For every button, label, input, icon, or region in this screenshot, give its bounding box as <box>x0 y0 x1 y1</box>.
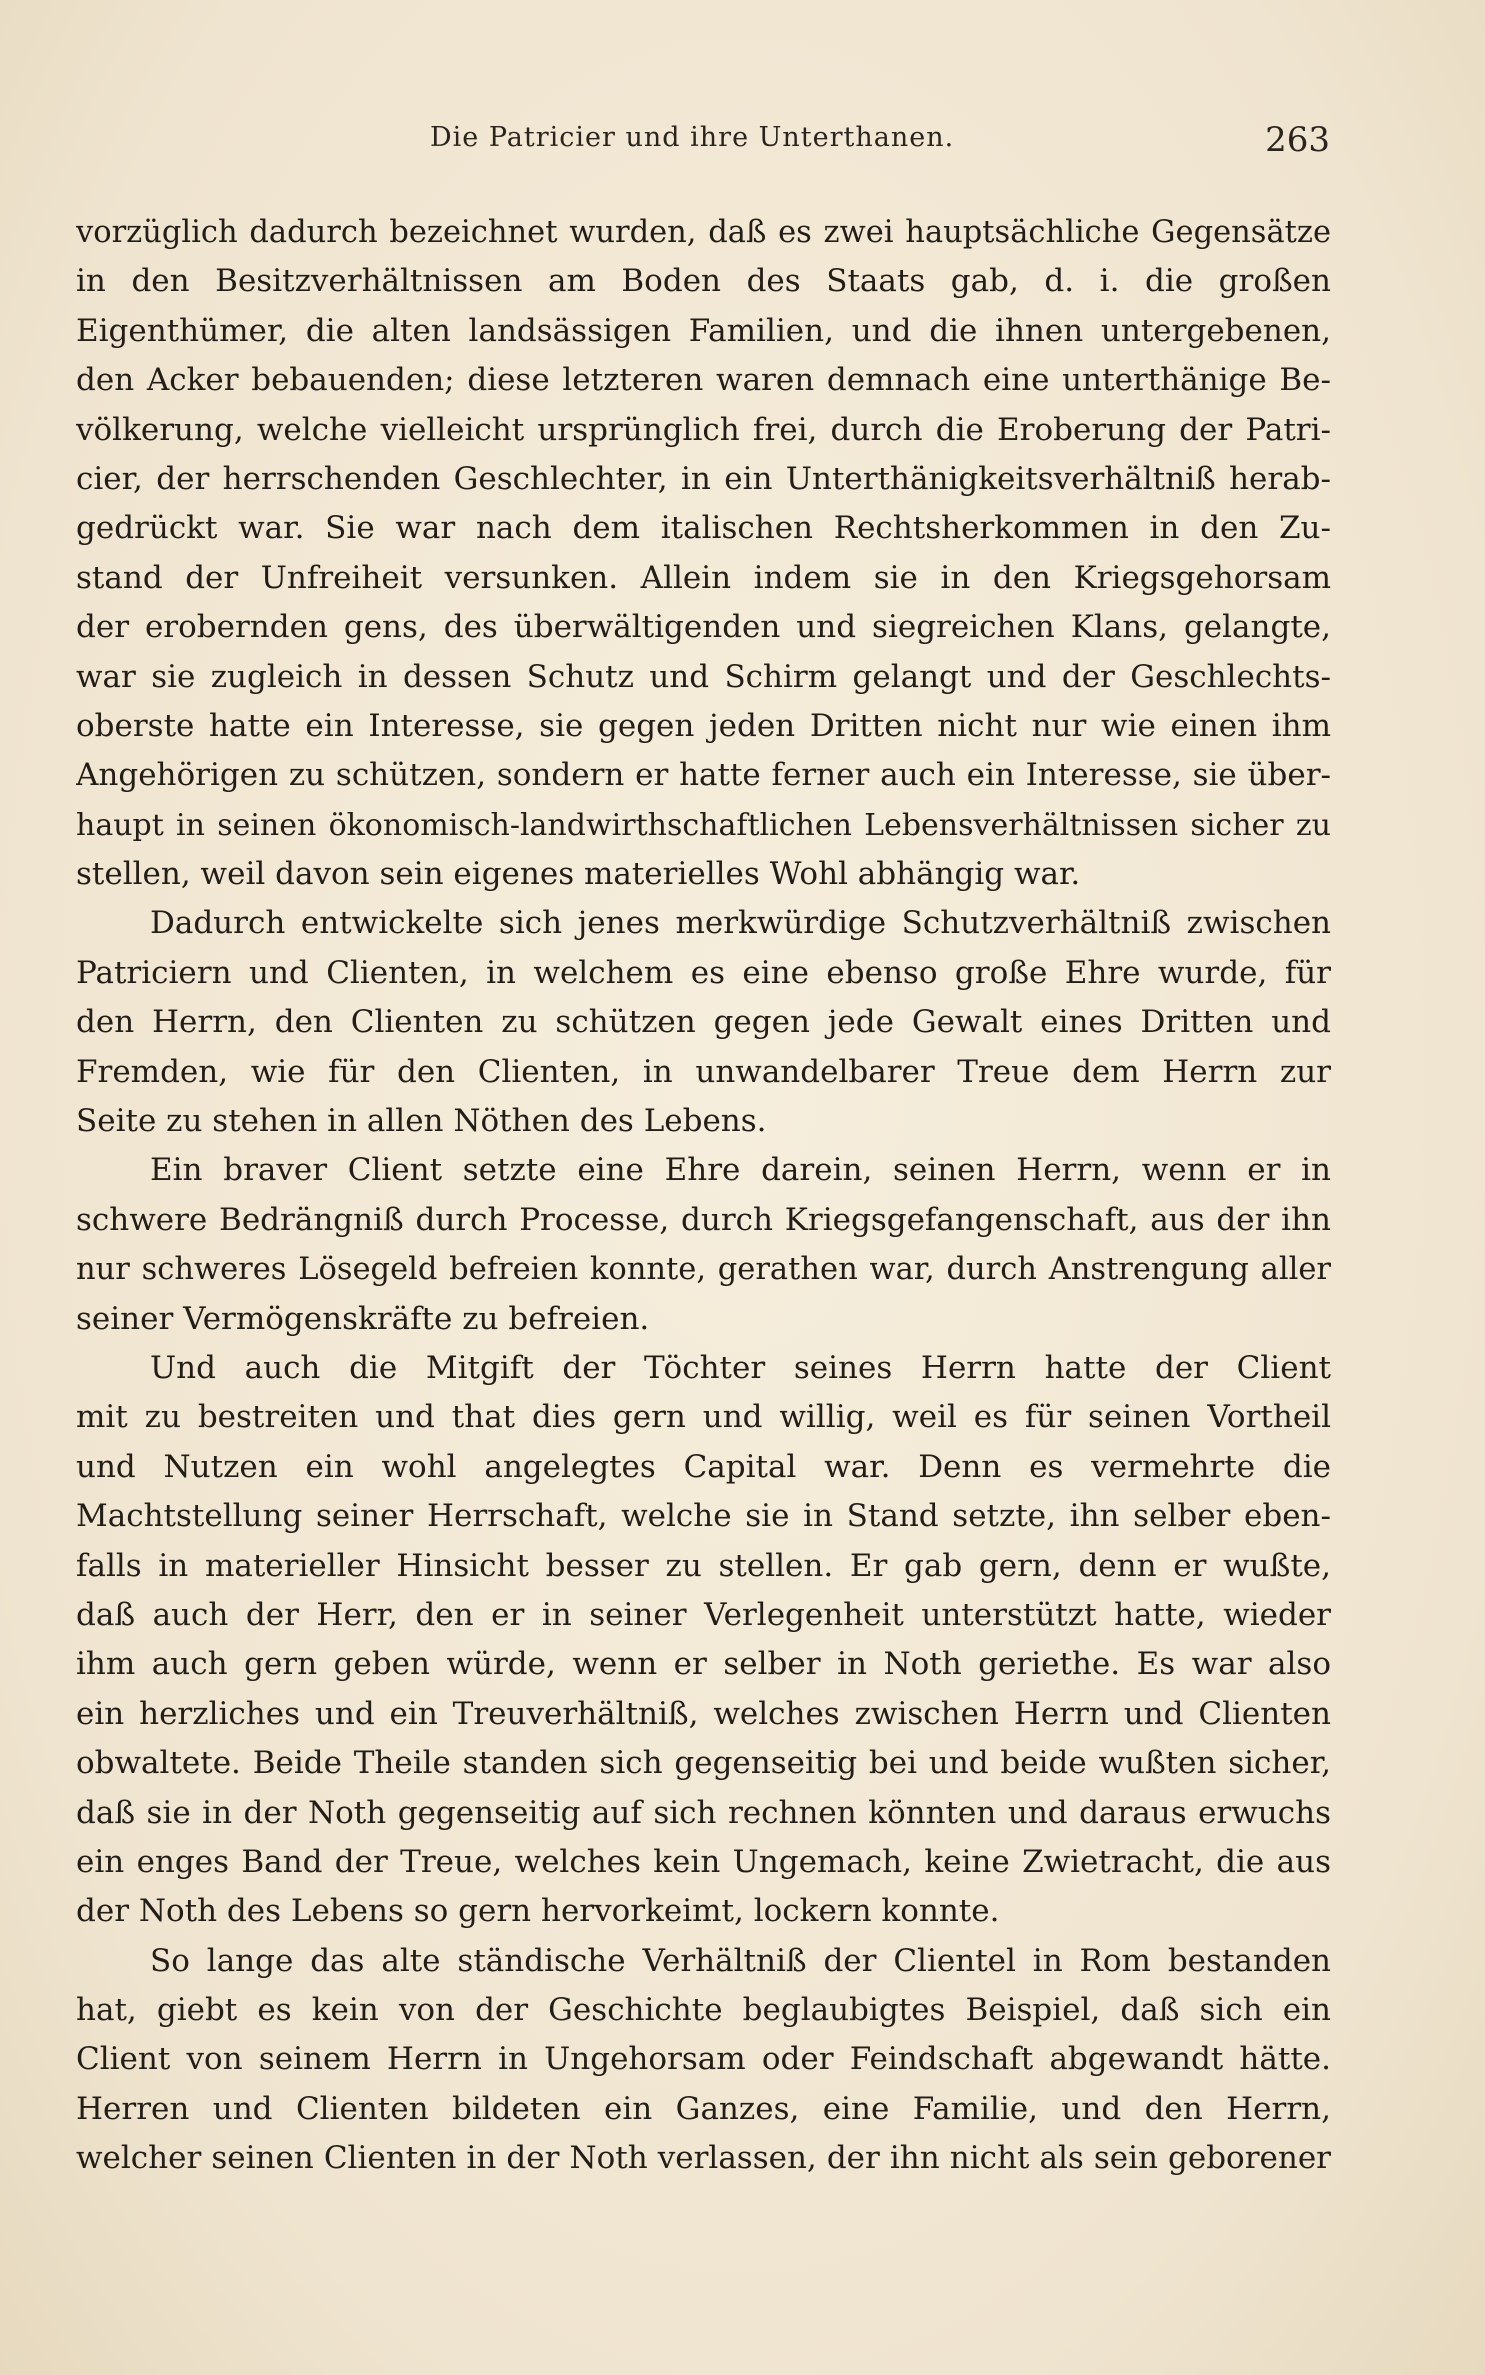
text-line: oberste hatte ein Interesse, sie gegen jeden Dritten nicht nur wie einen ihm <box>76 707 1331 744</box>
text-line: Eigenthümer, die alten landsässigen Familien, und die ihnen untergebenen, <box>76 312 1331 349</box>
text-line: vorzüglich dadurch bezeichnet wurden, daß es zwei hauptsächliche Gegensätze <box>76 215 1331 250</box>
text-line: ihm auch gern geben würde, wenn er selber in Noth geriethe. Es war also <box>76 1646 1331 1683</box>
text-line: Dadurch entwickelte sich jenes merkwürdige Schutzverhältniß zwischen <box>150 905 1331 942</box>
text-line: Und auch die Mitgift der Töchter seines Herrn hatte der Client <box>150 1349 1331 1386</box>
text-line: seiner Vermögenskräfte zu befreien. <box>76 1300 650 1337</box>
text-line: Ein braver Client setzte eine Ehre darein, seinen Herrn, wenn er in <box>150 1152 1331 1189</box>
text-line: hat, giebt es kein von der Geschichte beglaubigtes Beispiel, daß sich ein <box>76 1992 1331 2029</box>
text-line: schwere Bedrängniß durch Processe, durch Kriegsgefangenschaft, aus der ihn <box>76 1201 1331 1238</box>
text-line: der erobernden gens, des überwältigenden und siegreichen Klans, gelangte, <box>76 609 1331 646</box>
page-number: 263 <box>1265 120 1330 160</box>
text-line: der Noth des Lebens so gern hervorkeimt, lockern konnte. <box>76 1893 1000 1930</box>
text-line: Seite zu stehen in allen Nöthen des Lebens. <box>76 1103 767 1140</box>
text-line: gedrückt war. Sie war nach dem italischen Rechtsherkommen in den Zu- <box>76 510 1331 547</box>
text-line: mit zu bestreiten und that dies gern und willig, weil es für seinen Vortheil <box>76 1399 1331 1436</box>
text-line: welcher seinen Clienten in der Noth verlassen, der ihn nicht als sein geborener <box>76 2140 1331 2177</box>
text-line: stellen, weil davon sein eigenes materielles Wohl abhängig war. <box>76 856 1081 893</box>
text-line: daß auch der Herr, den er in seiner Verlegenheit unterstützt hatte, wieder <box>76 1596 1331 1633</box>
text-line: cier, der herrschenden Geschlechter, in ein Unterthänigkeitsverhältniß herab- <box>76 460 1331 497</box>
text-line: ein enges Band der Treue, welches kein Ungemach, keine Zwietracht, die aus <box>76 1843 1331 1880</box>
running-head: Die Patricier und ihre Unterthanen. <box>430 122 955 153</box>
text-line: Client von seinem Herrn in Ungehorsam oder Feindschaft abgewandt hätte. <box>76 2041 1331 2078</box>
text-line: So lange das alte ständische Verhältniß der Clientel in Rom bestanden <box>150 1942 1331 1979</box>
text-line: in den Besitzverhältnissen am Boden des Staats gab, d. i. die großen <box>76 263 1331 300</box>
text-line: haupt in seinen ökonomisch-landwirthschaftlichen Lebensverhältnissen sicher zu <box>76 807 1331 843</box>
text-line: falls in materieller Hinsicht besser zu stellen. Er gab gern, denn er wußte, <box>76 1547 1331 1584</box>
text-line: ein herzliches und ein Treuverhältniß, welches zwischen Herrn und Clienten <box>76 1695 1331 1732</box>
text-line: Herren und Clienten bildeten ein Ganzes, eine Familie, und den Herrn, <box>76 2090 1331 2127</box>
body-text <box>76 208 1331 2184</box>
text-line: Patriciern und Clienten, in welchem es eine ebenso große Ehre wurde, für <box>76 954 1331 991</box>
text-line: Machtstellung seiner Herrschaft, welche sie in Stand setzte, ihn selber eben- <box>76 1498 1331 1535</box>
text-line: daß sie in der Noth gegenseitig auf sich rechnen könnten und daraus erwuchs <box>76 1794 1331 1831</box>
text-line: und Nutzen ein wohl angelegtes Capital war. Denn es vermehrte die <box>76 1448 1331 1485</box>
text-line: Fremden, wie für den Clienten, in unwandelbarer Treue dem Herrn zur <box>76 1053 1331 1090</box>
text-line: den Acker bebauenden; diese letzteren waren demnach eine unterthänige Be- <box>76 362 1331 399</box>
text-line: nur schweres Lösegeld befreien konnte, gerathen war, durch Anstrengung aller <box>76 1252 1331 1288</box>
text-line: völkerung, welche vielleicht ursprünglich frei, durch die Eroberung der Patri- <box>76 411 1331 448</box>
text-line: den Herrn, den Clienten zu schützen gegen jede Gewalt eines Dritten und <box>76 1004 1331 1041</box>
text-line: stand der Unfreiheit versunken. Allein indem sie in den Kriegsgehorsam <box>76 559 1331 596</box>
text-line: Angehörigen zu schützen, sondern er hatte ferner auch ein Interesse, sie über- <box>76 757 1331 794</box>
text-line: war sie zugleich in dessen Schutz und Schirm gelangt und der Geschlechts- <box>76 658 1331 695</box>
text-line: obwaltete. Beide Theile standen sich gegenseitig bei und beide wußten sicher, <box>76 1745 1331 1782</box>
